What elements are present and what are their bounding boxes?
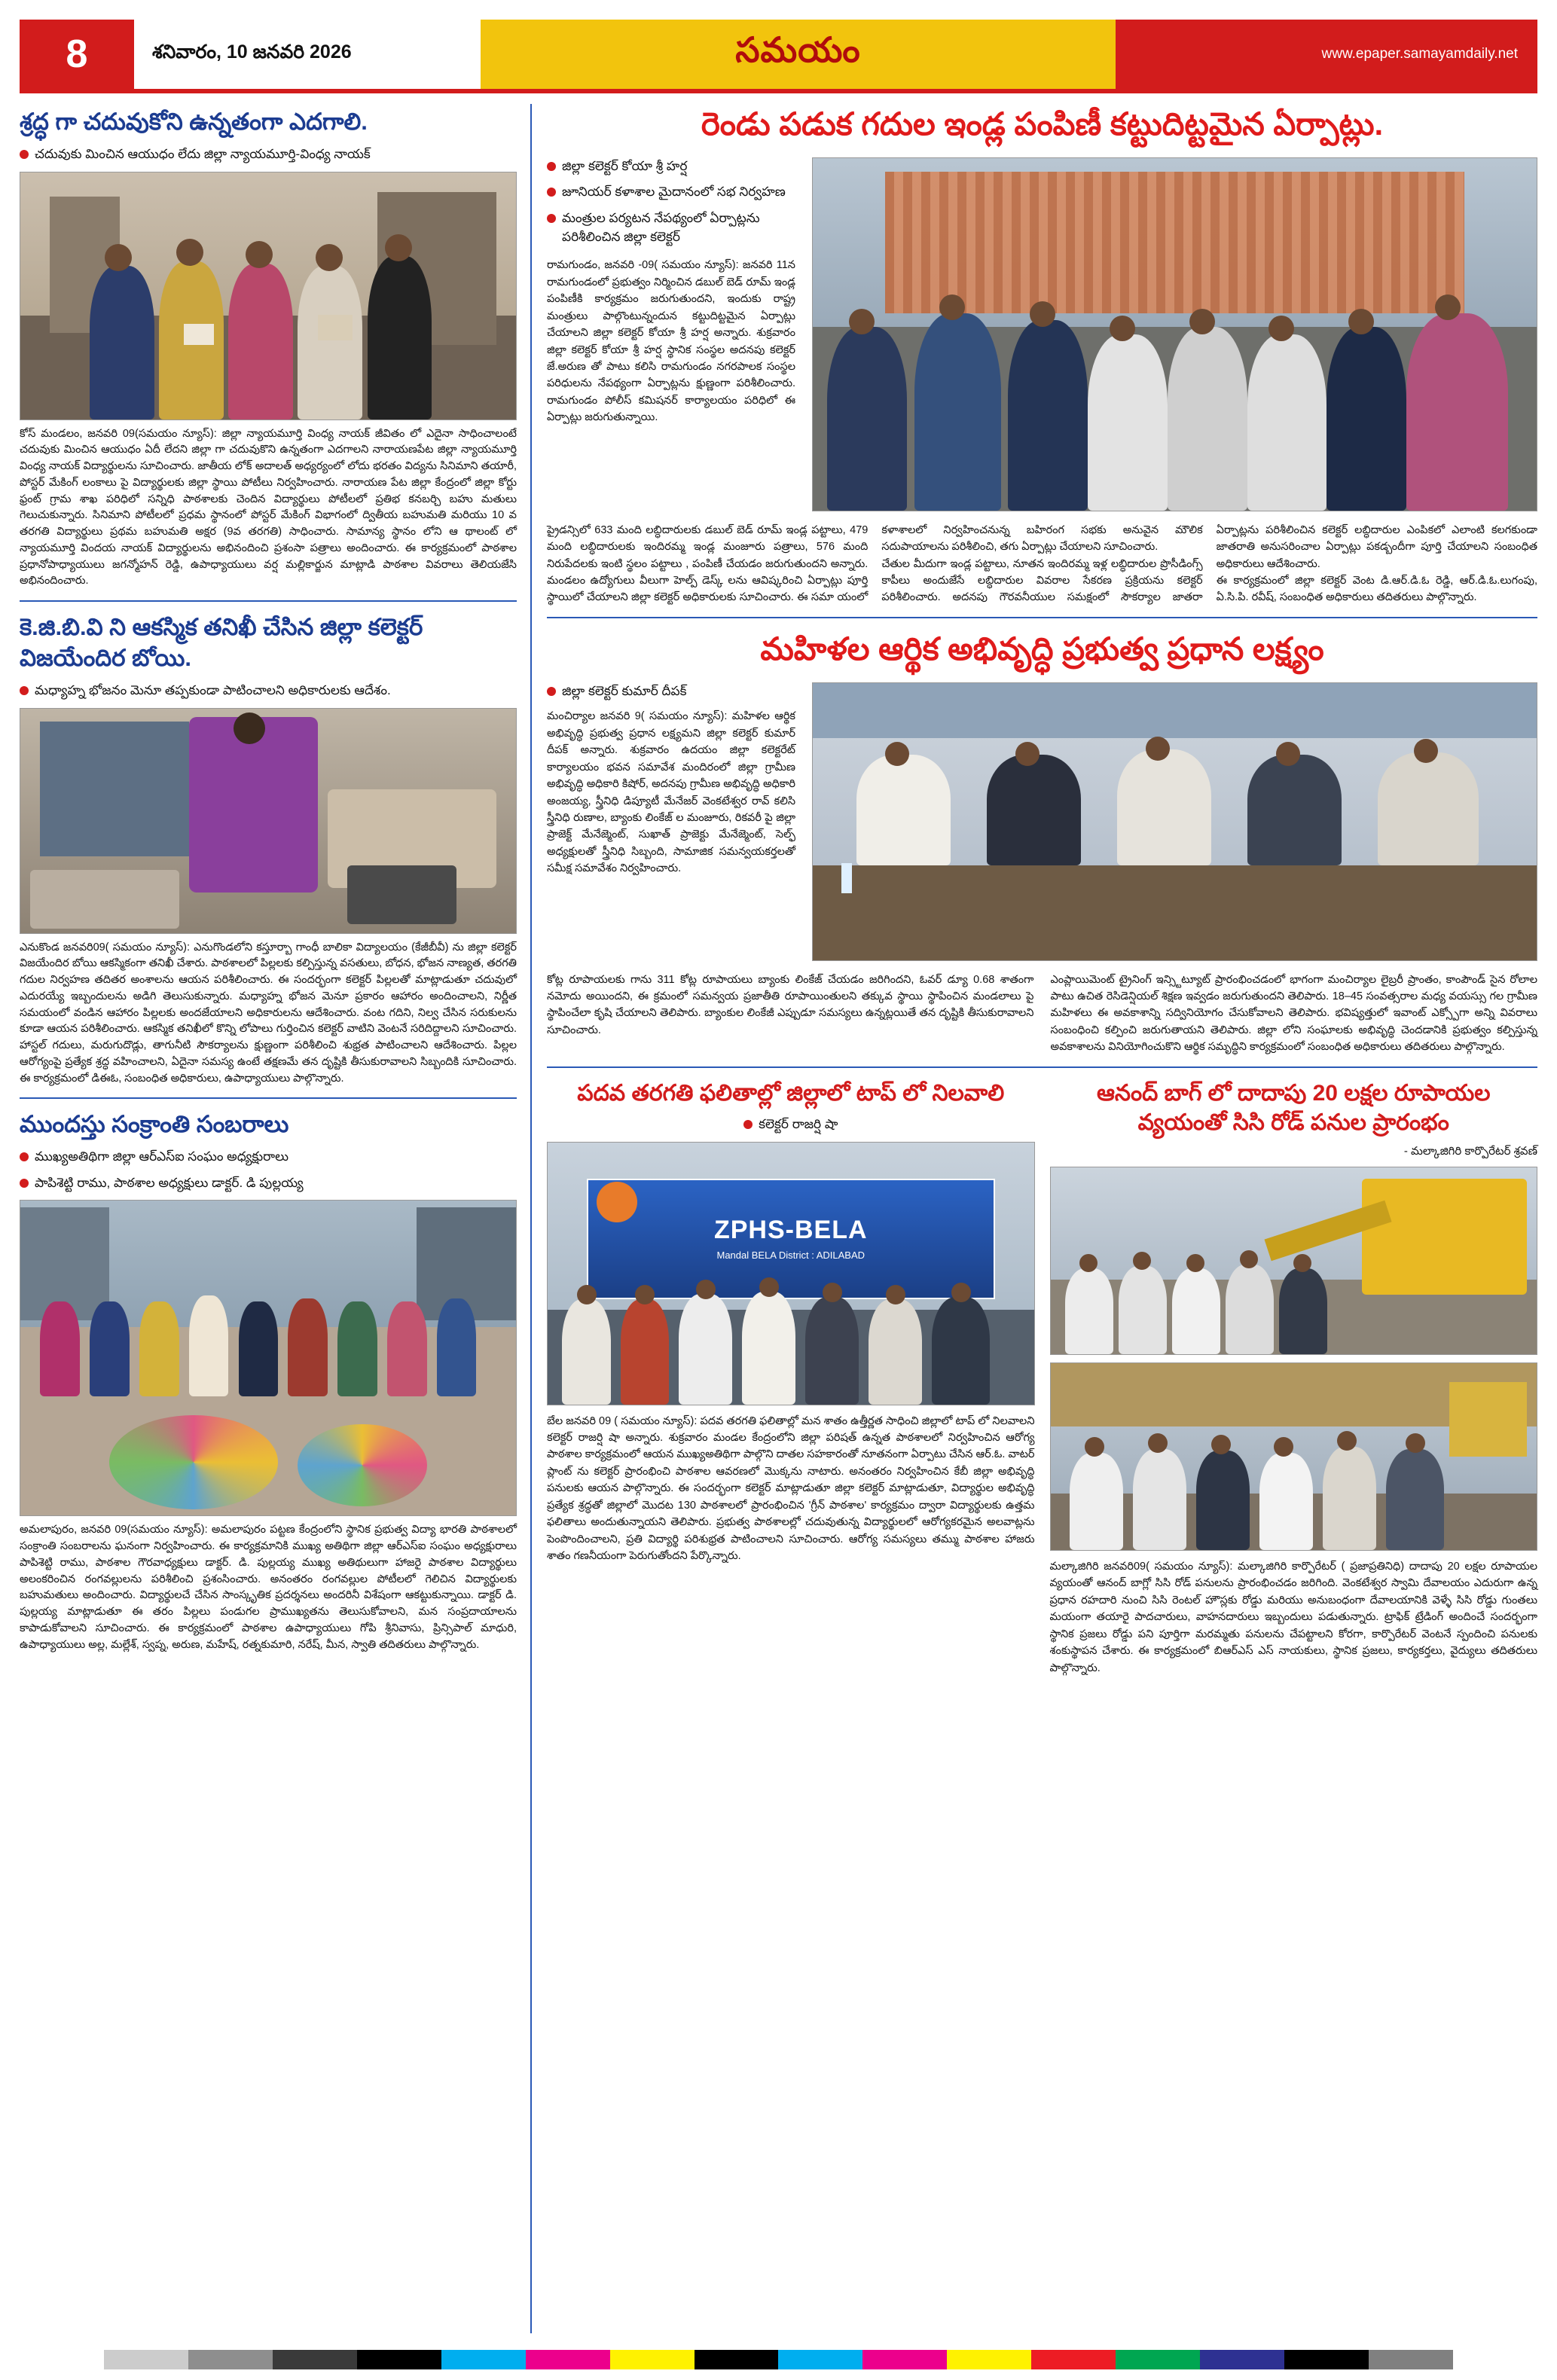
cc-road-work-photo (1050, 1167, 1538, 1355)
divider (547, 617, 1537, 618)
road-inspection-photo (1050, 1362, 1538, 1551)
left-column (20, 104, 532, 2333)
right-column (532, 104, 1537, 2333)
article-education (20, 107, 517, 590)
page-number: 8 (20, 20, 134, 89)
results-body: బేల జనవరి 09 ( సమయం న్యూస్): పదవ తరగతి ఫలితాల్లో మన శాతం ఉత్తీర్ణత సాధించి జిల్లాలో టాప్ లో నిలవాలని కలెక్టర్ రాజర్షి షా అన్నారు. శుక్రవారం మండల కేంద్రంలోని జిల్లా పరిషత్ ఉన్నత పాఠశాలలో నిర్వహించిన ఆరోగ్య పాఠశాల కార్యక్రమంలో ఆయన ముఖ్యఅతిథిగా పాల్గొని దాతల సహకారంతో నూతనంగా ఏర్పాటు చేసిన ఆర్.ఓ. వాటర్ ప్లాంట్ ను కలెక్టర్ ప్రారంభించి పాఠశాల ఆవరణలో మొక్కను నాటారు. అనంతరం నిర్వహించిన కేబీ జిల్లా అభివృద్ధి పనులకు ఆయన పాల్గొన్నారు. ఈ సందర్భంగా కలెక్టర్ మాట్లాడుతూ జిల్లా కలెక్టర్ మాట్లాడుతూ, విద్యార్థుల అభివృద్ధి ప్రత్యేక శ్రద్ధతో జిల్లాలో మొదట 130 పాఠశాలలో ప్రారంభించిన 'గ్రీన్ పాఠశాల' కార్యక్రమం ద్వారా విద్యార్థులకు ఉత్తమ ఫలితాలు అందుతున్నాయని తెలిపారు. ప్రభుత్వ పాఠశాలల్లో చదువుతున్న విద్యార్థులలో ఆరోగ్యకరమైన అలవాట్లను పెంపొందించాలని, ప్రతి విద్యార్థి పరిశుభ్రత పాటించాలని సూచించారు. ఆరోగ్య సమస్యలు తమ్ము పాఠశాల హాజరు శాతం గణనీయంగా పెరుగుతోందని పేర్కొన్నారు. (547, 1414, 1035, 1563)
article-kgbv (20, 612, 517, 1087)
kicker-text: జిల్లా కలెక్టర్ కుమార్ దీపక్ (562, 683, 687, 698)
color-swatch (441, 2350, 526, 2369)
page-content (20, 104, 1537, 2333)
color-swatch (1284, 2350, 1369, 2369)
kicker-text: చదువుకు మించిన ఆయుధం లేదు జిల్లా న్యాయమూర్తి-వింధ్య నాయక్ (35, 146, 371, 161)
kicker-text: జూనియర్ కళాశాల మైదానంలో సభ నిర్వహణ (562, 185, 786, 200)
newspaper-title: సమయం (481, 20, 1116, 89)
bullet-icon (547, 687, 556, 696)
divider (20, 1097, 517, 1099)
article-sankranti-headline: ముందస్తు సంక్రాంతి సంబరాలు (20, 1111, 289, 1138)
road-headline: ఆనంద్ బాగ్ లో దాదాపు 20 లక్షల రూపాయల వ్యయంతో సిసి రోడ్ పనుల ప్రారంభం (1096, 1080, 1491, 1135)
road-credit: - మల్కాజిగిరి కార్పొరేటర్ శ్రవణ్ (1403, 1144, 1537, 1158)
article-kgbv-caption: ఎనుకొండ జనవరి09( సమయం న్యూస్): ఎనుగొండలోని కస్తూర్బా గాంధీ బాలికా విద్యాలయం (కేజీబీవీ) ను జిల్లా కలెక్టర్ విజయేందిర బోయి ఆకస్మికంగా తనిఖీ చేశారు. పాఠశాలలో పిల్లలకు కల్పిస్తున్న వసతులు, బోధన, భోజన నాణ్యత, తరగతి గదుల నిర్వహణ తదితర అంశాలను ఆయన పరిశీలించారు. ఈ సందర్భంగా కలెక్టర్ పిల్లలతో మాట్లాడుతూ చదువులో ఎదురయ్యే ఇబ్బందులను అడిగి తెలుసుకున్నారు. మధ్యాహ్న భోజన మెనూ ప్రకారం ఆహారం అందించాలని, నిర్ణీత సమయంలో వండిన ఆహారం పిల్లలకు అందజేయాలని అధికారులను ఆదేశించారు. వంట గదిని, నిల్వ చేసిన సరుకులను కూడా ఆయన పరిశీలించారు. ఆకస్మిక తనిఖీలో కొన్ని లోపాలు గుర్తించిన కలెక్టర్ వాటిని వెంటనే సరిదిద్దాలని సూచించారు. హాస్టల్ గదులు, మరుగుదొడ్లు, తాగునీటి సౌకర్యాలను క్షుణ్ణంగా పరిశీలించి శుభ్రత పాటించాలని ఆదేశించారు. పిల్లల ఆరోగ్యంపై ప్రత్యేక శ్రద్ధ వహించాలని, ఏదైనా సమస్య ఉంటే తక్షణమే తన దృష్టికి తీసుకురావాలని సిబ్బందికి సూచించారు. ఈ కార్యక్రమంలో డిఈఓ, సంబంధిత అధికారులు, ఉపాధ్యాయులు పాల్గొన్నారు. (20, 941, 517, 1085)
zphs-bela-meeting-photo (547, 1142, 1035, 1405)
article-sankranti (20, 1109, 517, 1653)
color-swatch (1116, 2350, 1200, 2369)
bullet-icon (20, 1179, 29, 1188)
lead-kicker-2 (547, 183, 795, 202)
sankranti-rangoli-photo (20, 1200, 517, 1516)
publication-date: శనివారం, 10 జనవరి 2026 (134, 20, 481, 89)
website-url[interactable]: www.epaper.samayamdaily.net (1116, 20, 1537, 89)
women-kicker (547, 682, 795, 701)
color-swatch (188, 2350, 273, 2369)
color-swatch (20, 2350, 104, 2369)
bullet-icon (20, 1152, 29, 1161)
color-swatch (104, 2350, 188, 2369)
bullet-icon (20, 150, 29, 159)
color-swatch (778, 2350, 862, 2369)
lead-headline: రెండు పడుక గదుల ఇండ్ల పంపిణీ కట్టుదిట్టమైన ఏర్పాట్లు. (701, 106, 1384, 142)
lead-kicker-1 (547, 157, 795, 176)
article-kgbv-headline: కె.జి.బి.వి ని ఆకస్మిక తనిఖీ చేసిన జిల్లా కలెక్టర్ విజయేందిర బోయి. (20, 614, 423, 671)
article-education-kicker (20, 145, 517, 164)
kicker-text: మధ్యాహ్న భోజనం మెనూ తప్పకుండా పాటించాలని అధికారులకు ఆదేశం. (35, 682, 391, 697)
article-sankranti-kicker-1 (20, 1148, 517, 1167)
article-housing-distribution (547, 104, 1537, 606)
review-meeting-photo (812, 682, 1537, 961)
bullet-icon (20, 686, 29, 695)
article-education-caption: కోస్ మండలం, జనవరి 09(సమయం న్యూస్): జిల్లా న్యాయమూర్తి వింధ్య నాయక్ జీవితం లో ఎదైనా సాధించాలంటే చదువుకు మించిన ఆయుధం ఏదీ లేదని జిల్లా గా చదువుకొని ఉన్నతంగా ఎదగాలని నారాయణపేట జిల్లా న్యాయమూర్తి వింధ్య నాయక్ విద్యార్థులను సూచించారు. జాతీయ లోక్ అదాలత్ అధ్యర్యంలో లోదు భరతం విద్యను సినిమాని తయారీ, పోస్టర్ మేకింగ్ లంకాలు పై విద్యార్థులకు జిల్లా స్థాయి పోటీలు నిర్వహించారు. నారాయణ పేట జిల్లా కేంద్రంలో జిల్లా కోర్టు ఫ్రంట్ గ్రామ శాఖ పరిధిలో సన్నిధి పాఠశాలకు చెందిన విద్యార్థులు పోటీలలో ప్రతిభ కనబర్చి బహు మతులు గెలుచుకున్నారు. సినిమాని పోటీలలో ప్రధమ స్థానంలో పోస్టర్ మేకింగ్ విభాగంలో ద్వితీయ బహుమతి మరియు 10 వ తరగతి విద్యార్థులు ప్రథమ బహుమతి అక్షర (9వ తరగతి) సాధించారు. సామాన్య స్థానం లోని ఆ థాలంట్ లో న్యాయమూర్తి విందయ నాయక్ విద్యార్థులను అభినందించి ప్రశంసా పత్రాలు అందించారు. ఈ కార్యక్రమంలో పాఠశాల ప్రధానోపాధ్యాయులు జగన్మోహన్ రెడ్డి, ఉపాధ్యాయులు వర్ష మల్లికార్జున మాట్లాడి పాఠశాల వివరాలు తెలియజేసి అభినందించారు. (20, 427, 517, 587)
color-swatch (695, 2350, 779, 2369)
divider (547, 1066, 1537, 1068)
article-cc-road (1050, 1079, 1538, 1677)
article-education-headline: శ్రద్ధ గా చదువుకోని ఉన్నతంగా ఎదగాలి. (20, 108, 368, 135)
lead-body-col3: చేతుల మీదుగా ఇండ్ల పట్టాలు, నూతన ఇందిరమ్మ ఇళ్ల లబ్ధిదారుల ప్రొసీడింగ్స్ కాపీలు అందుజేసే లబ్ధిదారుల వివరాల సేకరణ ప్రక్రియను కలెక్టర్ పరిశీలించారు. అదనపు గౌరవనీయుల సమక్షంలో సౌకర్యాల జాతరా ఏర్పాట్లను పరిశీలించిన కలెక్టర్ లబ్ధిదారుల ఎంపికలో ఎలాంటి కలగకుండా జాతరాతి అనుసరించాల ఏర్పాట్లు పకడ్బందీగా పూర్తి చేయాలని సంబంధిత అధికారులు ఆదేశించారు. (881, 523, 1537, 604)
bullet-icon (547, 162, 556, 171)
divider (20, 600, 517, 602)
color-swatch (273, 2350, 357, 2369)
kicker-text: ముఖ్యఅతిథిగా జిల్లా ఆర్ఎస్ఐ సంఘం అధ్యక్షురాలు (35, 1149, 289, 1164)
color-swatch (357, 2350, 441, 2369)
article-women-development (547, 629, 1537, 1056)
masthead-rule (20, 89, 1537, 93)
color-swatch (947, 2350, 1031, 2369)
results-headline: పదవ తరగతి ఫలితాల్లో జిల్లాలో టాప్ లో నిలవాలి (577, 1080, 1005, 1106)
article-tenth-results (547, 1079, 1035, 1677)
bullet-icon (547, 214, 556, 223)
road-body: మల్కాజిగిరి జనవరి09( సమయం న్యూస్): మల్కాజిగిరి కార్పొరేటర్ ( ప్రజాప్రతినిధి) దాదాపు 20 లక్షల రూపాయల వ్యయంతో ఆనంద్ బాగ్లో సిసి రోడ్ పనులను ప్రారంభించడం జరిగింది. వెంకటేశ్వర స్వామి దేవాలయం ఎదురుగా ఉన్న ప్రధాన రహదారి నుంచి సిసి రెంటల్ హౌస్లకు రోడ్డు మరియు అనుబంధంగా దేవాలయానికి వెళ్ళే సిసి రోడ్డు గుంతలు మయంగా తయారై పాదచారులు, వాహనదారులు ఇబ్బందులు పడుతున్నారు. ట్రాఫిక్ ట్రేడింగ్ అందించే సందర్భంగా స్థానిక ప్రజలు రోడ్డు పని పూర్తిగా మరమ్మతు పనులను చేపట్టాలని కోరగా, కార్పొరేటర్ వెంటనే స్పందించి పనులకు శంకుస్థాపన చేశారు. ఈ కార్యక్రమంలో బిఆర్ఎస్ ఎస్ నాయకులు, స్థానిక ప్రజలు, కార్యకర్తలు, వైద్యులు తదితరులు పాల్గొన్నారు. (1049, 1560, 1537, 1674)
bullet-icon (547, 188, 556, 197)
article-kgbv-kicker (20, 682, 517, 700)
award-ceremony-photo (20, 172, 517, 420)
banner-title: ZPHS-BELA (713, 1215, 868, 1244)
collector-inspection-photo (812, 157, 1537, 511)
masthead (20, 20, 1537, 89)
kicker-text: కలెక్టర్ రాజర్షి షా (759, 1116, 838, 1131)
kitchen-inspection-photo (20, 708, 517, 934)
women-body-col1: మంచిర్యాల జనవరి 9( సమయం న్యూస్): మహిళల ఆర్థిక అభివృద్ధి ప్రభుత్వ ప్రధాన లక్ష్యమని జిల్లా కలెక్టర్ కుమార్ దీపక్ అన్నారు. శుక్రవారం ఉదయం జిల్లా కలెక్టరేట్ కార్యాలయం భవన సమావేశ మందిరంలో జిల్లా గ్రామీణ అభివృద్ధి అధికారి కిషోర్, అదనపు గ్రామీణ అభివృద్ధి అధికారి అంజయ్య, స్త్రీనిధి డిప్యూటీ మేనేజర్ వెంకటేశ్వర రావ్ కలిసి స్త్రీనిధి రుణాల, బ్యాంకు లింకేజ్ ల మంజూరు, రికవరీ పై జిల్లా ప్రాజెక్ట్ మేనేజ్మెంట్, సుఖాత్ ప్రాజెక్టు మేనేజ్మెంట్, సెల్ఫ్ అధ్యక్షులతో స్త్రీనిధి సిబ్బంది, సామాజిక సమన్వయకర్తలతో సమీక్ష సమావేశం నిర్వహించారు. (547, 710, 795, 875)
color-swatch (1453, 2350, 1537, 2369)
article-sankranti-caption: అమలాపురం, జనవరి 09(సమయం న్యూస్): అమలాపురం పట్టణ కేంద్రంలోని స్థానిక ప్రభుత్వ విద్యా భారతి పాఠశాలలో సంక్రాంతి సంబరాలను ఘనంగా నిర్వహించారు. ఈ కార్యక్రమానికి ముఖ్య అతిథిగా జిల్లా ఆర్ఎస్ఐ సంఘం అధ్యక్షురాలు పాపిశెట్టి రాము, పాఠశాల గౌరవాధ్యక్షులు డాక్టర్. డి. పుల్లయ్య ముఖ్య అతిథులుగా హాజరై పాఠశాల విద్యార్థులు అలంకరించిన రంగవల్లులను పరిశీలించి ప్రశంసించారు. అనంతరం రంగవల్లుల పోటీలలో గెలిచిన విద్యార్థులకు బహుమతులు అందించారు. విద్యార్థులచే చేసిన సాంస్కృతిక ప్రదర్శనలు అందరినీ విశేషంగా ఆకట్టుకున్నాయి. డాక్టర్ డి. పుల్లయ్య మాట్లాడుతూ ఈ తరం పిల్లలు పండుగల ప్రాముఖ్యతను తెలుసుకోవాలని, మన సంప్రదాయాలను కాపాడుకోవాలని సూచించారు. ఈ కార్యక్రమంలో పాఠశాల ఉపాధ్యాయులు గోపి శ్రీనివాసు, ప్రిన్సిపాల్ మాధురి, ఉపాధ్యాయులు అల్ల, మల్లేశ్, స్వప్న, అరుణ, మహేష్, రత్నకుమారి, నరేష్, మీన, స్వాతి తదితరులు పాల్గొన్నారు. (20, 1524, 517, 1651)
lead-body-col4: ఈ కార్యక్రమంలో జిల్లా కలెక్టర్ వెంట డి.ఆర్.డి.ఓ రెడ్డి, ఆర్.డి.ఓ.లుగంపు, ఏ.సి.పి. రవీష్, సంబంధిత అధికారులు తదితరులు పాల్గొన్నారు. (1216, 575, 1537, 604)
women-headline: మహిళల ఆర్థిక అభివృద్ధి ప్రభుత్వ ప్రధాన లక్ష్యం (760, 630, 1324, 667)
color-swatch (526, 2350, 610, 2369)
bottom-articles (547, 1079, 1537, 1677)
color-swatch (1200, 2350, 1284, 2369)
lead-body-col1: రామగుండం, జనవరి -09( సమయం న్యూస్): జనవరి 11న రామగుండంలో ప్రభుత్వం నిర్మించిన డబుల్ బెడ్ రూమ్ ఇండ్ల పంపిణీకి కార్యక్రమం జరుగుతుందని, ఇందుకు రాష్ట్ర మంత్రులు పాల్గొంటున్నందున కట్టుదిట్టమైన ఏర్పాట్లు చేయాలని జిల్లా కలెక్టర్ కోయా శ్రీ హర్ష అన్నారు. శుక్రవారం జిల్లా కలెక్టర్ కోయా శ్రీ హర్ష స్థానిక సంస్థల అదనపు కలెక్టర్ జే.అరుణ తో పాటు కలిసి రామగుండం నగరపాలక సంస్థల పరిధులను నేపథ్యంగా ఏర్పాట్లను క్షుణ్ణంగా పరిశీలించారు. రామగుండం పోలీస్ కమిషనర్ కార్యాలయం పరిధిలో ఈ ఏర్పాట్లు జరుగుతున్నాయి. (547, 259, 795, 424)
color-swatch (1369, 2350, 1453, 2369)
kicker-text: జిల్లా కలెక్టర్ కోయా శ్రీ హర్ష (562, 158, 688, 173)
women-body-col2: కోట్ల రూపాయలకు గాను 311 కోట్ల రూపాయలు బ్యాంకు లింకేజ్ చేయడం జరిగిందని, ఓవర్ డ్యూ 0.68 శాతంగా నమోదు అయిందని, ఈ క్రమంలో సమన్వయ ప్రజాతీతి రూపాయింతులని తక్కువ స్థాయి స్థాపించిన మండలాలు పై స్థాపించేలా కృషి చేయాలని తెలిపారు. బ్యాంకుల లింకేజీ ఎప్పుడూ సమస్యలు ఉన్నట్లయితే తన దృష్టికి తీసుకురావాలని సూచించారు. (547, 973, 1034, 1036)
results-kicker (547, 1115, 1035, 1134)
kicker-text: పాపిశెట్టి రాము, పాఠశాల అధ్యక్షులు డాక్టర్. డి పుల్లయ్య (35, 1175, 304, 1190)
article-sankranti-kicker-2 (20, 1174, 517, 1193)
printer-color-bar (20, 2350, 1537, 2369)
color-swatch (1031, 2350, 1116, 2369)
banner-subtitle: Mandal BELA District : ADILABAD (716, 1250, 866, 1262)
color-swatch (610, 2350, 695, 2369)
lead-kicker-3 (547, 209, 795, 246)
color-swatch (862, 2350, 947, 2369)
kicker-text: మంత్రుల పర్యటన నేపథ్యంలో ఏర్పాట్లను పరిశీలించిన జిల్లా కలెక్టర్ (562, 210, 760, 244)
lead-body-col2: ప్రైడన్సిలో 633 మంది లబ్ధిదారులకు డబుల్ బెడ్ రూమ్ ఇండ్ల పట్టాలు, 479 మంది లబ్ధిదారులకు ఇందిరమ్మ ఇండ్ల మంజూరు పత్రాలు, 576 మంది నిరుపేదలకు ఇంటి స్థలం పట్టాలు , పంపిణీ చేయడం జరుగుతుందని అన్నారు. మండలం ఉద్యోగులు వీలుగా హెల్ప్ డెస్క్ లను ఆవిష్కరించి ఏర్పాట్లు పూర్తి స్థాయిలో చేయాలని జిల్లా కలెక్టర్ అధికారులకు సూచించారు. ఈ సమా యంలో కళాశాలలో నిర్వహించనున్న బహిరంగ సభకు అనువైన మౌలిక సదుపాయాలను పరిశీలించి, తగు ఏర్పాట్లు చేయాలని సూచించారు. (547, 523, 1203, 604)
bullet-icon (743, 1120, 753, 1129)
women-body-col3: ఎంప్లాయిమెంట్ ట్రైనింగ్ ఇన్స్టిట్యూట్ ప్రారంభించడంలో భాగంగా మంచిర్యాల లైబ్రరీ ప్రాంతం, కాంపౌండ్ సైన రోలాల పాటు ఉచిత రెసిడెన్షియల్ శిక్షణ ఇవ్వడం జరుగుతుందని తెలిపారు. 18–45 సంవత్సరాల మధ్య వయస్సు గల గ్రామీణ మహిళలు ఈ అవకాశాన్ని సద్వినియోగం చేసుకోవాలని తెలిపారు. భవిష్యత్తులో ఇవాంట్ ఎక్స్పోగా అన్ని వివరాలు సంబంధించి కల్పించి జరుగుతాయని తెలిపారు. జిల్లా లోని సంఘాలకు అభివృద్ధి చెందడానికి ప్రభుత్వం కల్పిస్తున్న అవకాశాలను వినియోగించుకొని ఆర్థిక సమృద్ధిని కార్యక్రమంలో సంబంధిత అధికారులు తదితరులు పాల్గొన్నారు. (1050, 973, 1537, 1054)
